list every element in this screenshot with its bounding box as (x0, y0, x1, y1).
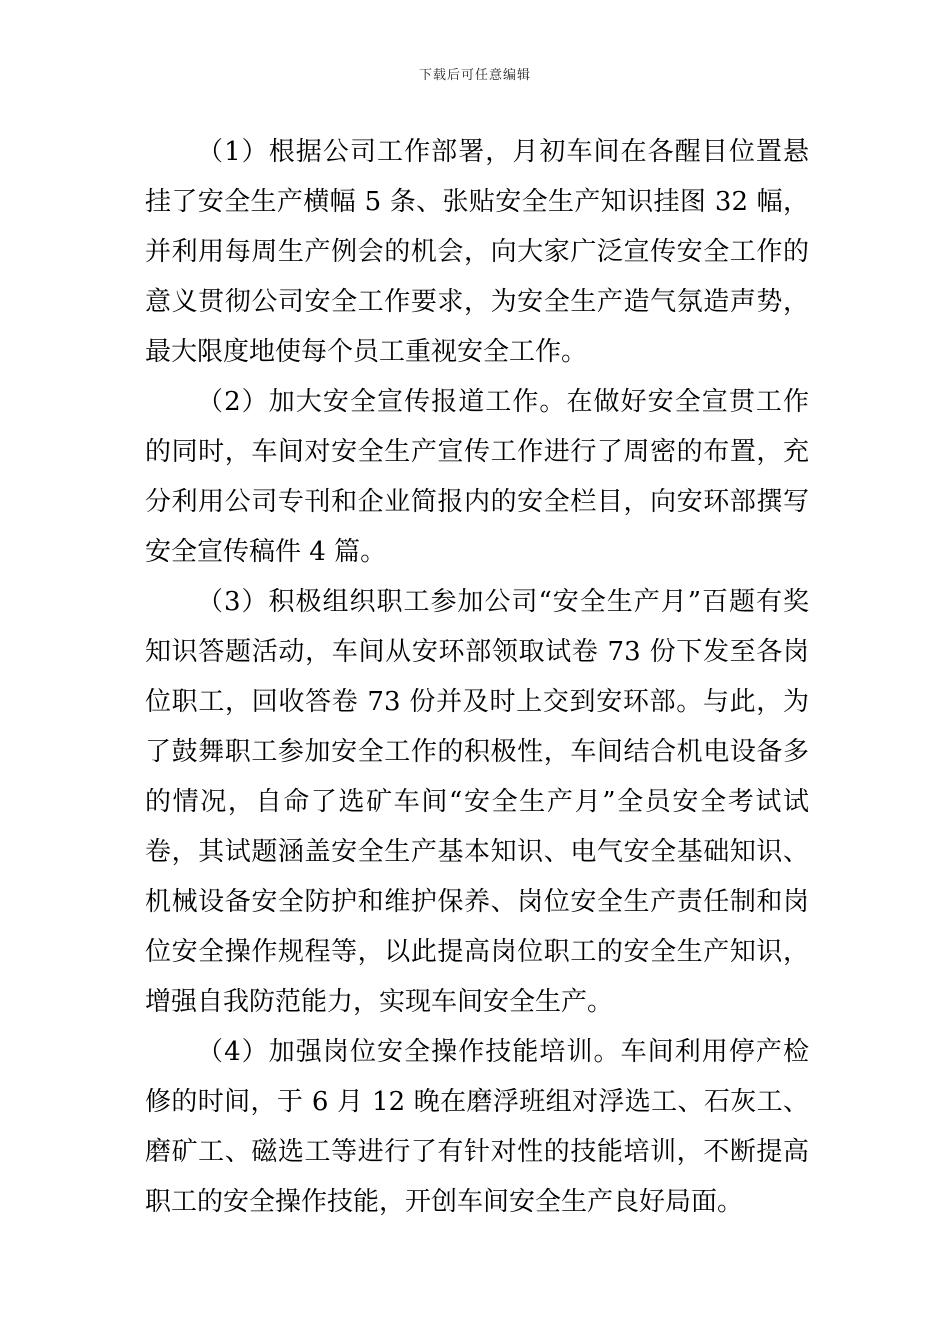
header-note: 下载后可任意编辑 (418, 68, 531, 83)
paragraph-3: （3）积极组织职工参加公司“安全生产月”百题有奖知识答题活动，车间从安环部领取试卷 73 份下发至各岗位职工，回收答卷 73 份并及时上交到安环部。与此，为了鼓舞职工参加安全工作的积极性，车间结合机电设备多的情况，自命了选矿车间“安全生产月”全员安全考试试卷，其试题涵盖安全生产基本知识、电气安全基础知识、机械设备安全防护和维护保养、岗位安全生产责任制和岗位安全操作规程等，以此提高岗位职工的安全生产知识，增强自我防范能力，实现车间安全生产。 (145, 587, 809, 1017)
document-body (145, 127, 809, 1227)
paragraph-4: （4）加强岗位安全操作技能培训。车间利用停产检修的时间，于 6 月 12 晚在磨浮班组对浮选工、石灰工、磨矿工、磁选工等进行了有针对性的技能培训，不断提高职工的安全操作技能，开创车间安全生产良好局面。 (145, 1037, 809, 1217)
paragraph-2: （2）加大安全宣传报道工作。在做好安全宣贯工作的同时，车间对安全生产宣传工作进行了周密的布置，充分利用公司专刊和企业简报内的安全栏目，向安环部撰写安全宣传稿件 4 篇。 (145, 387, 809, 567)
paragraph-1: （1）根据公司工作部署，月初车间在各醒目位置悬挂了安全生产横幅 5 条、张贴安全生产知识挂图 32 幅，并利用每周生产例会的机会，向大家广泛宣传安全工作的意义贯彻公司安全工作要求，为安全生产造气氛造声势，最大限度地使每个员工重视安全工作。 (145, 137, 809, 367)
